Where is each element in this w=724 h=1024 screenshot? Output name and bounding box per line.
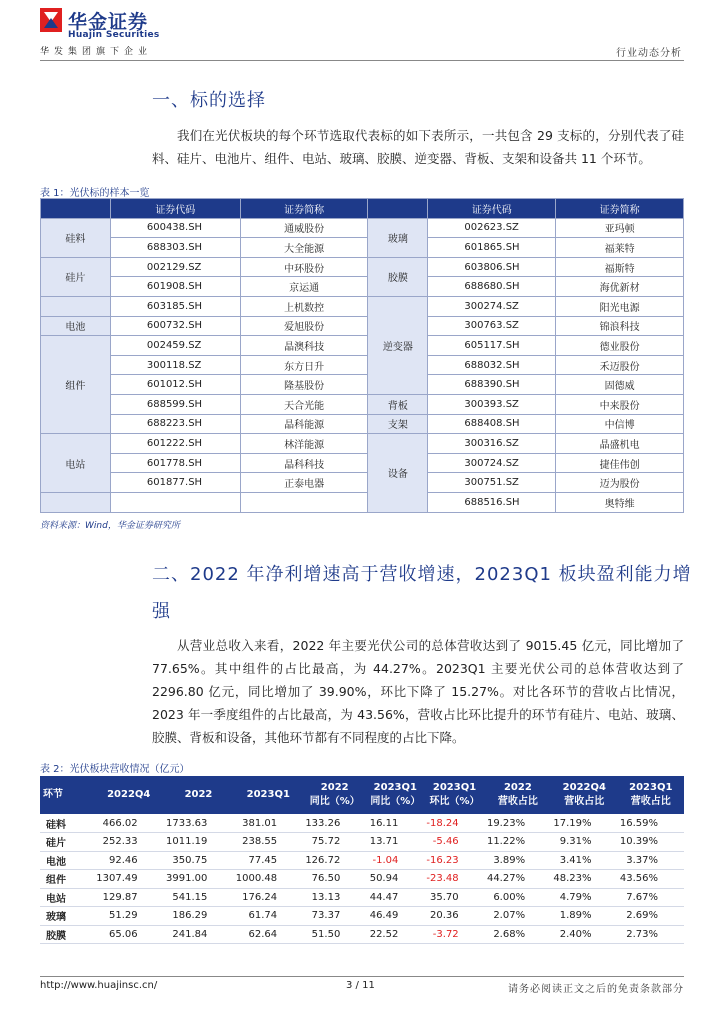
table-1-caption: 表 1：光伏标的样本一览: [40, 188, 150, 199]
stock-code-cell: 688223.SH: [110, 414, 240, 434]
value-cell: 129.87: [94, 888, 164, 907]
table-row: [41, 296, 684, 316]
value-cell: 75.72: [303, 833, 366, 852]
value-cell: 17.19%: [551, 814, 617, 833]
header-line: 同比（%）: [309, 796, 360, 807]
stock-code-cell: 600732.SH: [110, 316, 240, 336]
value-cell: 50.94: [366, 870, 424, 889]
stock-code-cell: 300751.SZ: [428, 473, 556, 493]
value-cell: 51.50: [303, 925, 366, 944]
value-cell: 7.67%: [618, 888, 684, 907]
table-2-caption: 表 2：光伏板块营收情况（亿元）: [40, 764, 190, 775]
stock-code-cell: 601012.SH: [110, 375, 240, 395]
stock-name-cell: 中信博: [556, 414, 684, 434]
header-line: 2023Q1: [373, 782, 417, 793]
table-row: [40, 851, 684, 870]
table-header-row: [40, 776, 684, 814]
report-type-label: 行业动态分析: [616, 48, 682, 59]
value-cell: 73.37: [303, 907, 366, 926]
value-cell: 16.11: [366, 814, 424, 833]
value-cell: 381.01: [233, 814, 303, 833]
stock-code-cell: 688680.SH: [428, 277, 556, 297]
huajin-logo-icon: [40, 8, 62, 32]
table-row: [41, 316, 684, 336]
header-cell: 证券代码: [110, 199, 240, 219]
header-cell: [485, 776, 551, 814]
table-row: [41, 277, 684, 297]
stock-code-cell: 688516.SH: [428, 492, 556, 512]
header-cell: [424, 776, 484, 814]
header-line: 营收占比: [497, 796, 538, 807]
segment-cell: 硅片: [40, 833, 94, 852]
stock-code-cell: 688408.SH: [428, 414, 556, 434]
stock-code-cell: 603185.SH: [110, 296, 240, 316]
stock-name-cell: 奥特维: [556, 492, 684, 512]
section-1-heading: 一、标的选择: [152, 90, 266, 111]
value-cell: -23.48: [424, 870, 484, 889]
revenue-table: [40, 776, 684, 944]
stock-code-cell: 002129.SZ: [110, 257, 240, 277]
stock-name-cell: 天合光能: [240, 394, 368, 414]
value-cell: 35.70: [424, 888, 484, 907]
stock-name-cell: 阳光电源: [556, 296, 684, 316]
stock-name-cell: 正泰电器: [240, 473, 368, 493]
stock-name-cell: 福斯特: [556, 257, 684, 277]
stock-code-cell: 300118.SZ: [110, 355, 240, 375]
value-cell: 2.68%: [485, 925, 551, 944]
value-cell: 61.74: [233, 907, 303, 926]
value-cell: 466.02: [94, 814, 164, 833]
table-row: [41, 218, 684, 238]
logo-text-en: Huajin Securities: [68, 30, 160, 40]
stock-name-cell: [240, 492, 368, 512]
table-row: [41, 355, 684, 375]
stock-code-cell: 600438.SH: [110, 218, 240, 238]
value-cell: 176.24: [233, 888, 303, 907]
stock-name-cell: 爱旭股份: [240, 316, 368, 336]
table-row: [40, 814, 684, 833]
header-cell: [368, 199, 428, 219]
stock-name-cell: 中环股份: [240, 257, 368, 277]
stock-code-cell: 688599.SH: [110, 394, 240, 414]
segment-cell: 支架: [368, 414, 428, 434]
table-row: [41, 453, 684, 473]
group-tagline: 华发集团旗下企业: [40, 47, 153, 57]
header-line: 环节: [43, 789, 63, 800]
value-cell: 3.41%: [551, 851, 617, 870]
page-number: 3 / 11: [346, 980, 375, 991]
value-cell: 1000.48: [233, 870, 303, 889]
header-divider: [40, 60, 684, 61]
value-cell: 3991.00: [164, 870, 234, 889]
stock-name-cell: 京运通: [240, 277, 368, 297]
header-line: 同比（%）: [370, 796, 421, 807]
value-cell: 186.29: [164, 907, 234, 926]
header-cell: [551, 776, 617, 814]
value-cell: 16.59%: [618, 814, 684, 833]
value-cell: -1.04: [366, 851, 424, 870]
table-row: [40, 888, 684, 907]
table-1-source: 资料来源：Wind，华金证券研究所: [40, 521, 180, 531]
stock-code-cell: 601222.SH: [110, 434, 240, 454]
value-cell: 62.64: [233, 925, 303, 944]
segment-cell: 玻璃: [40, 907, 94, 926]
logo-text-cn: 华金证券: [68, 11, 149, 33]
stock-name-cell: 固德威: [556, 375, 684, 395]
header-cell: 证券代码: [428, 199, 556, 219]
segment-cell: 电池: [41, 316, 111, 336]
segment-cell: 电站: [41, 434, 111, 493]
value-cell: 77.45: [233, 851, 303, 870]
value-cell: 2.07%: [485, 907, 551, 926]
header-cell: [40, 776, 94, 814]
header-line: 2023Q1: [432, 782, 477, 793]
stock-code-cell: 002459.SZ: [110, 336, 240, 356]
stock-code-cell: 688032.SH: [428, 355, 556, 375]
value-cell: 2.69%: [618, 907, 684, 926]
value-cell: -3.72: [424, 925, 484, 944]
stock-name-cell: 迈为股份: [556, 473, 684, 493]
value-cell: 11.22%: [485, 833, 551, 852]
stock-code-cell: 603806.SH: [428, 257, 556, 277]
value-cell: 46.49: [366, 907, 424, 926]
segment-cell: 电站: [40, 888, 94, 907]
table-row: [41, 257, 684, 277]
table-row: [41, 414, 684, 434]
header-line: 2022: [503, 782, 532, 793]
table-row: [41, 336, 684, 356]
value-cell: 241.84: [164, 925, 234, 944]
header-line: 2022Q4: [562, 782, 606, 793]
table-row: [41, 238, 684, 258]
value-cell: 2.40%: [551, 925, 617, 944]
table-row: [41, 492, 684, 512]
value-cell: 20.36: [424, 907, 484, 926]
value-cell: 238.55: [233, 833, 303, 852]
header-line: 2022: [184, 789, 213, 800]
value-cell: 541.15: [164, 888, 234, 907]
stock-name-cell: 上机数控: [240, 296, 368, 316]
header-cell: [164, 776, 234, 814]
segment-cell: 设备: [368, 434, 428, 512]
disclaimer-note: 请务必阅读正文之后的免责条款部分: [508, 984, 684, 995]
segment-cell: 硅料: [40, 814, 94, 833]
value-cell: 6.00%: [485, 888, 551, 907]
stock-name-cell: 中来股份: [556, 394, 684, 414]
stock-name-cell: 海优新材: [556, 277, 684, 297]
stock-name-cell: 林洋能源: [240, 434, 368, 454]
stock-code-cell: 300724.SZ: [428, 453, 556, 473]
value-cell: 3.89%: [485, 851, 551, 870]
value-cell: 76.50: [303, 870, 366, 889]
value-cell: 10.39%: [618, 833, 684, 852]
stock-code-cell: 300316.SZ: [428, 434, 556, 454]
value-cell: 43.56%: [618, 870, 684, 889]
value-cell: 13.71: [366, 833, 424, 852]
segment-cell: 硅料: [41, 218, 111, 257]
value-cell: 51.29: [94, 907, 164, 926]
value-cell: 92.46: [94, 851, 164, 870]
segment-cell: 胶膜: [40, 925, 94, 944]
stock-code-cell: 601908.SH: [110, 277, 240, 297]
value-cell: 19.23%: [485, 814, 551, 833]
header-cell: [233, 776, 303, 814]
value-cell: 2.73%: [618, 925, 684, 944]
section-1-paragraph: 我们在光伏板块的每个环节选取代表标的如下表所示，一共包含 29 支标的，分别代表了硅料、硅片、电池片、组件、电站、玻璃、胶膜、逆变器、背板、支架和设备共 11 个环节。: [152, 128, 684, 166]
value-cell: 13.13: [303, 888, 366, 907]
header-cell: [618, 776, 684, 814]
segment-cell: 组件: [40, 870, 94, 889]
header-line: 环比（%）: [429, 796, 480, 807]
section-2-paragraph: 从营业总收入来看，2022 年主要光伏公司的总体营收达到了 9015.45 亿元，同比增加了 77.65%。其中组件的占比最高，为 44.27%。2023Q1 主要光伏公司的总体营收达到了 2296.80 亿元，同比增加了 39.90%，环比下降了 15.27%。对比各环节的营收占比情况，2023 年一季度组件的占比最高，为 43.56%，营收占比环比提升的环节有硅片、电站、玻璃、胶膜、背板和设备，其他环节都有不同程度的占比下降。: [152, 638, 684, 745]
stock-code-cell: 300274.SZ: [428, 296, 556, 316]
value-cell: 9.31%: [551, 833, 617, 852]
value-cell: -18.24: [424, 814, 484, 833]
table-row: [41, 375, 684, 395]
value-cell: 1011.19: [164, 833, 234, 852]
stock-name-cell: 隆基股份: [240, 375, 368, 395]
stock-name-cell: 晶澳科技: [240, 336, 368, 356]
stock-code-cell: 605117.SH: [428, 336, 556, 356]
stock-name-cell: 晶科科技: [240, 453, 368, 473]
value-cell: 126.72: [303, 851, 366, 870]
header-line: 2023Q1: [629, 782, 673, 793]
value-cell: 22.52: [366, 925, 424, 944]
segment-cell: [41, 492, 111, 512]
value-cell: 44.47: [366, 888, 424, 907]
segment-cell: 背板: [368, 394, 428, 414]
header-cell: [366, 776, 424, 814]
stock-name-cell: 禾迈股份: [556, 355, 684, 375]
segment-cell: [41, 296, 111, 316]
section-2-heading-cont: 强: [152, 601, 171, 622]
table-row: [40, 925, 684, 944]
header-line: 营收占比: [564, 796, 605, 807]
stock-name-cell: 通威股份: [240, 218, 368, 238]
stock-name-cell: 福莱特: [556, 238, 684, 258]
table-header-row: [41, 199, 684, 219]
value-cell: 350.75: [164, 851, 234, 870]
value-cell: 133.26: [303, 814, 366, 833]
stock-name-cell: 晶盛机电: [556, 434, 684, 454]
value-cell: 1307.49: [94, 870, 164, 889]
table-row: [41, 394, 684, 414]
header-cell: [41, 199, 111, 219]
segment-cell: 组件: [41, 336, 111, 434]
value-cell: 65.06: [94, 925, 164, 944]
table-row: [40, 870, 684, 889]
stock-name-cell: 晶科能源: [240, 414, 368, 434]
stock-name-cell: 捷佳伟创: [556, 453, 684, 473]
stock-code-cell: 300763.SZ: [428, 316, 556, 336]
segment-cell: 胶膜: [368, 257, 428, 296]
stock-name-cell: 东方日升: [240, 355, 368, 375]
segment-cell: 电池: [40, 851, 94, 870]
stock-code-cell: 688390.SH: [428, 375, 556, 395]
website-link[interactable]: http://www.huajinsc.cn/: [40, 980, 158, 991]
value-cell: 1733.63: [164, 814, 234, 833]
value-cell: -16.23: [424, 851, 484, 870]
header-cell: [303, 776, 366, 814]
header-line: 2022: [320, 782, 349, 793]
stock-name-cell: 德业股份: [556, 336, 684, 356]
value-cell: 3.37%: [618, 851, 684, 870]
table-row: [41, 434, 684, 454]
sample-stocks-table: [40, 198, 684, 513]
stock-code-cell: 601778.SH: [110, 453, 240, 473]
stock-code-cell: 688303.SH: [110, 238, 240, 258]
table-row: [41, 473, 684, 493]
value-cell: 252.33: [94, 833, 164, 852]
stock-name-cell: 锦浪科技: [556, 316, 684, 336]
value-cell: 44.27%: [485, 870, 551, 889]
stock-code-cell: 601877.SH: [110, 473, 240, 493]
table-row: [40, 907, 684, 926]
stock-code-cell: [110, 492, 240, 512]
header-cell: 证券简称: [240, 199, 368, 219]
header-line: 营收占比: [630, 796, 671, 807]
header-cell: [94, 776, 164, 814]
stock-name-cell: 亚玛顿: [556, 218, 684, 238]
stock-code-cell: 601865.SH: [428, 238, 556, 258]
header-line: 2023Q1: [246, 789, 290, 800]
segment-cell: 逆变器: [368, 296, 428, 394]
section-2-heading: 二、2022 年净利增速高于营收增速，2023Q1 板块盈利能力增: [152, 564, 692, 585]
stock-code-cell: 300393.SZ: [428, 394, 556, 414]
stock-code-cell: 002623.SZ: [428, 218, 556, 238]
value-cell: 4.79%: [551, 888, 617, 907]
table-row: [40, 833, 684, 852]
segment-cell: 硅片: [41, 257, 111, 296]
footer-divider: [40, 976, 684, 977]
value-cell: 1.89%: [551, 907, 617, 926]
value-cell: -5.46: [424, 833, 484, 852]
header-cell: 证券简称: [556, 199, 684, 219]
segment-cell: 玻璃: [368, 218, 428, 257]
stock-name-cell: 大全能源: [240, 238, 368, 258]
value-cell: 48.23%: [551, 870, 617, 889]
header-line: 2022Q4: [107, 789, 151, 800]
